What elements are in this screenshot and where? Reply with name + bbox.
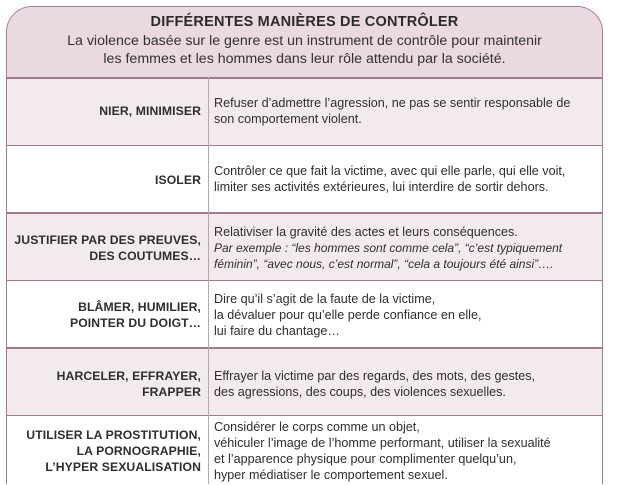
table-subtitle-line-2: les femmes et les hommes dans leur rôle attendu par la société. xyxy=(103,51,506,67)
row-label-line: ISOLER xyxy=(155,173,201,187)
row-label-line: FRAPPER xyxy=(142,384,201,399)
row-description-line: limiter ses activités extérieures, lui interdire de sortir dehors. xyxy=(214,180,549,194)
row-label xyxy=(7,172,201,188)
table-row-nier xyxy=(7,79,602,145)
row-example-line: Par exemple : “les hommes sont comme cela”, “c’est typiquement xyxy=(214,240,563,255)
row-description-line: véhiculer l’image de l’homme performant, utiliser la sexualité xyxy=(214,436,551,450)
table-subtitle-line-1: La violence basée sur le genre est un instrument de contrôle pour maintenir xyxy=(67,33,542,49)
row-label-line: BLÂMER, HUMILIER, xyxy=(78,300,201,314)
table-row-isoler xyxy=(7,146,602,212)
table-row-utiliser xyxy=(7,416,602,484)
table-header xyxy=(7,7,602,77)
row-label-line: DES COUTUMES… xyxy=(89,248,201,263)
row-description-line: Effrayer la victime par des regards, des mots, des gestes, xyxy=(214,368,536,383)
column-divider xyxy=(208,77,209,484)
row-description-line: Dire qu’il s’agit de la faute de la victime, xyxy=(214,292,436,306)
row-label xyxy=(7,103,201,119)
row-label-line: HARCELER, EFFRAYER, xyxy=(56,368,201,383)
row-label-line: L’HYPER SEXUALISATION xyxy=(45,460,201,474)
row-description xyxy=(214,224,596,272)
row-description xyxy=(214,368,596,400)
row-label-line: UTILISER LA PROSTITUTION, xyxy=(26,428,201,442)
row-label-line: NIER, MINIMISER xyxy=(99,103,201,118)
row-label xyxy=(7,368,201,400)
row-description-line: et l’apparence physique pour complimenter quelqu’un, xyxy=(214,452,517,466)
table-panel xyxy=(6,6,603,484)
row-description xyxy=(214,419,596,483)
table-row-justifier xyxy=(7,214,602,280)
row-label xyxy=(7,299,201,331)
row-label-line: POINTER DU DOIGT… xyxy=(69,316,201,330)
table-title: DIFFÉRENTES MANIÈRES DE CONTRÔLER xyxy=(150,14,459,30)
row-description-line: hyper médiatiser le comportement sexuel. xyxy=(214,468,448,482)
row-label xyxy=(7,232,201,264)
row-description-line: lui faire du chantage… xyxy=(214,324,341,338)
row-description-line: Contrôler ce que fait la victime, avec qui elle parle, qui elle voit, xyxy=(214,164,566,178)
row-label-line: LA PORNOGRAPHIE, xyxy=(76,444,201,458)
row-description-line: son comportement violent. xyxy=(214,111,362,126)
row-description xyxy=(214,163,596,195)
row-description-line: des agressions, des coups, des violences sexuelles. xyxy=(214,384,506,399)
row-example-line: féminin”, “avec nous, c’est normal”, “cela a toujours été ainsi”…. xyxy=(214,256,554,271)
row-description xyxy=(214,95,596,127)
row-description xyxy=(214,291,596,339)
row-label-line: JUSTIFIER PAR DES PREUVES, xyxy=(14,232,201,247)
table-row-harceler xyxy=(7,349,602,415)
row-label xyxy=(7,427,201,475)
row-description-line: Refuser d’admettre l’agression, ne pas se sentir responsable de xyxy=(214,95,571,110)
table-subtitle xyxy=(27,32,582,68)
row-description-line: Relativiser la gravité des actes et leurs conséquences. xyxy=(214,224,518,239)
row-description-line: la dévaluer pour qu’elle perde confiance en elle, xyxy=(214,308,482,322)
table-row-blamer xyxy=(7,281,602,347)
row-description-line: Considérer le corps comme un objet, xyxy=(214,420,420,434)
